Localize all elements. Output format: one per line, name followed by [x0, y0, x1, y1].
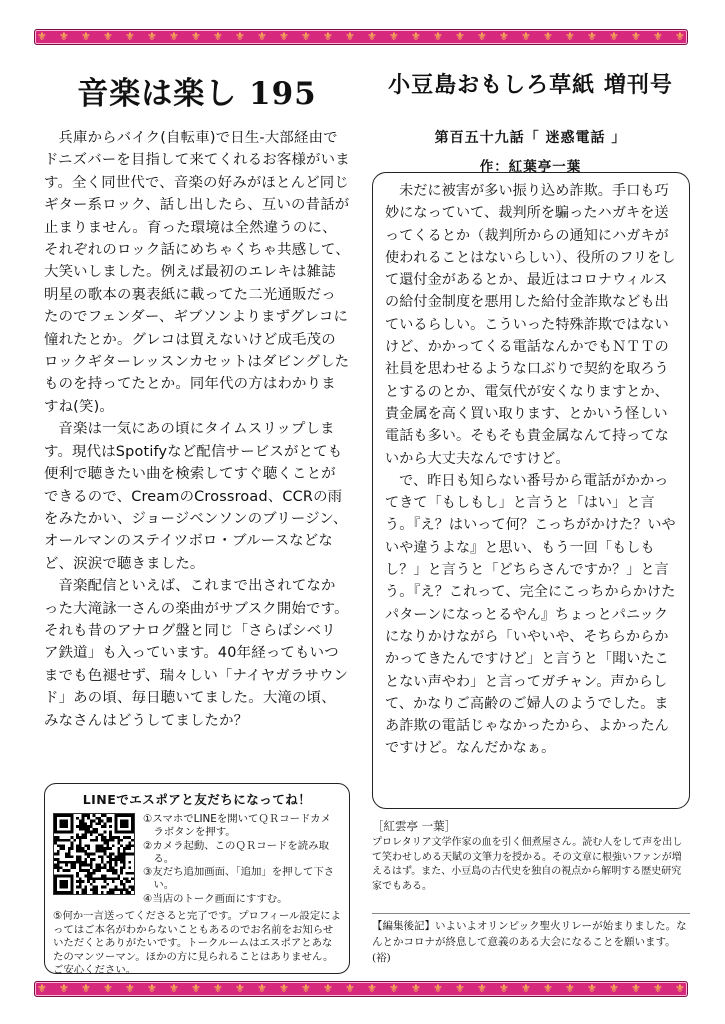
fleur-de-lis-icon: ⚜	[587, 982, 597, 995]
fleur-de-lis-icon: ⚜	[279, 30, 289, 43]
fleur-de-lis-icon: ⚜	[59, 982, 69, 995]
story-paragraph-2: で、昨日も知らない番号から電話がかかってきて「もしもし」と言うと「はい」と言う。『え？はいって何？こっちがかけた？いやいや違うよな』と思い、もう一回「もしもし？」と言うと「どちらさんですか？」と言う。『え？これって、完全にこっちからかけたパターンになっとるやん』ちょっとパニックになりかけながら「いやいや、そちらからかかってきたんですけど」と言うと「聞いたことない声やわ」と言ってガチャン。声からして、かなりご高齢のご婦人のようでした。まあ詐欺の電話じゃなかったから、よかったんですけど。なんだかなぁ。	[385, 472, 676, 757]
fleur-de-lis-icon: ⚜	[521, 982, 531, 995]
fleur-de-lis-icon: ⚜	[367, 982, 377, 995]
fleur-de-lis-icon: ⚜	[169, 30, 179, 43]
fleur-de-lis-icon: ⚜	[37, 30, 47, 43]
fleur-de-lis-icon: ⚜	[499, 982, 509, 995]
fleur-de-lis-icon: ⚜	[147, 982, 157, 995]
fleur-de-lis-icon: ⚜	[191, 982, 201, 995]
fleur-de-lis-icon: ⚜	[323, 982, 333, 995]
fleur-de-lis-icon: ⚜	[653, 982, 663, 995]
fleur-de-lis-icon: ⚜	[59, 30, 69, 43]
fleur-de-lis-icon: ⚜	[323, 30, 333, 43]
fleur-de-lis-icon: ⚜	[345, 982, 355, 995]
line-friend-box	[44, 783, 350, 977]
fleur-de-lis-icon: ⚜	[81, 30, 91, 43]
fleur-de-lis-icon: ⚜	[235, 30, 245, 43]
story-episode-title: 第百五十九話「 迷惑電話 」	[434, 130, 627, 146]
fleur-de-lis-icon: ⚜	[37, 982, 47, 995]
line-steps	[143, 813, 341, 906]
fleur-de-lis-icon: ⚜	[103, 30, 113, 43]
fleur-de-lis-icon: ⚜	[411, 982, 421, 995]
fleur-de-lis-icon: ⚜	[191, 30, 201, 43]
fleur-de-lis-icon: ⚜	[279, 982, 289, 995]
fleur-de-lis-icon: ⚜	[235, 982, 245, 995]
fleur-de-lis-icon: ⚜	[301, 30, 311, 43]
line-step-3: ③友だち追加画面、「追加」を押して下さい。	[143, 866, 335, 892]
fleur-de-lis-icon: ⚜	[213, 982, 223, 995]
decorative-banner-top	[34, 29, 688, 45]
fleur-de-lis-icon: ⚜	[257, 30, 267, 43]
fleur-de-lis-icon: ⚜	[499, 30, 509, 43]
fleur-de-lis-icon: ⚜	[389, 30, 399, 43]
fleur-de-lis-icon: ⚜	[521, 30, 531, 43]
fleur-de-lis-icon: ⚜	[169, 982, 179, 995]
story-paragraph-1: 未だに被害が多い振り込め詐欺。手口も巧妙になっていて、裁判所を騙ったハガキを送ってくるとか（裁判所からの通知にハガキが使われることはないらしい）、役所のフリをして還付金があるとか、最近はコロナウィルスの給付金制度を悪用した給付金詐欺なども出ているらしい。こういった特殊詐欺ではないけど、かかってくる電話なんかでもＮＴＴの社員を思わせるような口ぶりで契約を取ろうとするのとか、電気代が安くなりますとか、貴金属を高く買い取ります、とかいう怪しい電話も多い。そもそも貴金属なんて持ってないから大丈夫なんですけど。	[385, 183, 676, 467]
music-paragraph-3: 音楽配信といえば、これまで出されてなかった大滝詠一さんの楽曲がサブスク開始です。それも昔のアナログ盤と同じ「さらばシベリア鉄道」も入っています。40年経ってもいつまでも色褪せず、瑞々しい「ナイヤガラサウンド」あの頃、毎日聴いてました。大滝の頃、みなさんはどうしてましたか？	[44, 578, 349, 729]
fleur-de-lis-icon: ⚜	[631, 30, 641, 43]
fleur-de-lis-icon: ⚜	[367, 30, 377, 43]
banner-ornaments	[37, 982, 685, 996]
decorative-banner-bottom	[34, 981, 688, 997]
banner-ornaments	[37, 30, 685, 44]
fleur-de-lis-icon: ⚜	[565, 982, 575, 995]
author-profile	[372, 818, 690, 894]
story-author: 作：紅葉亭一葉	[479, 159, 582, 175]
fleur-de-lis-icon: ⚜	[213, 30, 223, 43]
music-column-body	[44, 127, 350, 732]
qr-code-icon[interactable]	[53, 813, 135, 895]
fleur-de-lis-icon: ⚜	[653, 30, 663, 43]
profile-text: プロレタリア文学作家の血を引く佃煮屋さん。読む人をして声を出して笑わせしめる天賦の文筆力を授かる。その文章に根強いファンが増えるはず。また、小豆島の古代史を独自の視点から解明する歴史研究家でもある。	[372, 837, 683, 892]
fleur-de-lis-icon: ⚜	[609, 30, 619, 43]
music-paragraph-1: 兵庫からバイク(自転車)で日生-大部経由でドニズバーを目指して来てくれるお客様がいます。全く同世代で、音楽の好みがほとんど同じギター系ロック、話し出したら、互いの昔話が止まりません。育った環境は全然違うのに、それぞれのロック話にめちゃくちゃ共感して、大笑いしました。例えば最初のエレキは雑誌明星の歌本の裏表紙に載ってた二光通販だったのでフェンダー、ギブソンよりまずグレコに憧れたとか。グレコは買えないけど成毛茂のロックギターレッスンカセットはダビングしたものを持ってたとか。同年代の方はわかりますね(笑)。	[44, 130, 350, 415]
fleur-de-lis-icon: ⚜	[125, 982, 135, 995]
fleur-de-lis-icon: ⚜	[675, 982, 685, 995]
story-header	[368, 60, 693, 175]
fleur-de-lis-icon: ⚜	[411, 30, 421, 43]
line-step-1: ①スマホでLINEを開いてＱＲコードカメラボタンを押す。	[143, 813, 331, 839]
fleur-de-lis-icon: ⚜	[345, 30, 355, 43]
music-paragraph-2: 音楽は一気にあの頃にタイムスリップします。現代はSpotifyなど配信サービスがとても便利で聴きたい曲を検索してすぐ聴くことができるので、CreamのCrossroad、CCRの雨をみたかい、ジョージベンソンのブリージン、オールマンのステイツボロ・ブルースなどなど、涙涙で聴きました。	[44, 421, 348, 572]
fleur-de-lis-icon: ⚜	[543, 30, 553, 43]
fleur-de-lis-icon: ⚜	[587, 30, 597, 43]
fleur-de-lis-icon: ⚜	[125, 30, 135, 43]
fleur-de-lis-icon: ⚜	[455, 982, 465, 995]
fleur-de-lis-icon: ⚜	[147, 30, 157, 43]
line-step-4: ④当店のトーク画面にすすむ。	[143, 892, 288, 905]
profile-name: ［紅雲亭 一葉］	[372, 819, 457, 833]
fleur-de-lis-icon: ⚜	[675, 30, 685, 43]
fleur-de-lis-icon: ⚜	[477, 30, 487, 43]
line-step-2: ②カメラ起動、このＱＲコードを読み取る。	[143, 839, 329, 865]
story-series-title: 小豆島おもしろ草紙 増刊号	[388, 73, 673, 98]
fleur-de-lis-icon: ⚜	[565, 30, 575, 43]
fleur-de-lis-icon: ⚜	[631, 982, 641, 995]
line-box-note: ⑤何か一言送ってくださると完了です。プロフィール設定によってはご本名がわからないこともあるのでお名前をお知らせいただくとありがたいです。トークルームはエスポアとあなたのマンツーマン。ほかの方に見られることはありません。ご安心ください。	[53, 910, 341, 977]
fleur-de-lis-icon: ⚜	[257, 982, 267, 995]
line-box-title: LINEでエスポアと友だちになってね！	[82, 792, 312, 807]
story-box	[372, 172, 690, 809]
fleur-de-lis-icon: ⚜	[103, 982, 113, 995]
music-column-title: 音楽は楽し 195	[77, 76, 317, 112]
fleur-de-lis-icon: ⚜	[81, 982, 91, 995]
fleur-de-lis-icon: ⚜	[543, 982, 553, 995]
fleur-de-lis-icon: ⚜	[433, 30, 443, 43]
fleur-de-lis-icon: ⚜	[433, 982, 443, 995]
fleur-de-lis-icon: ⚜	[301, 982, 311, 995]
editor-note: 【編集後記】いよいよオリンピック聖火リレーが始まりました。なんとかコロナが終息して意義のある大会になることを願います。(裕)	[372, 913, 690, 966]
fleur-de-lis-icon: ⚜	[455, 30, 465, 43]
fleur-de-lis-icon: ⚜	[609, 982, 619, 995]
music-column	[44, 60, 350, 732]
fleur-de-lis-icon: ⚜	[389, 982, 399, 995]
fleur-de-lis-icon: ⚜	[477, 982, 487, 995]
